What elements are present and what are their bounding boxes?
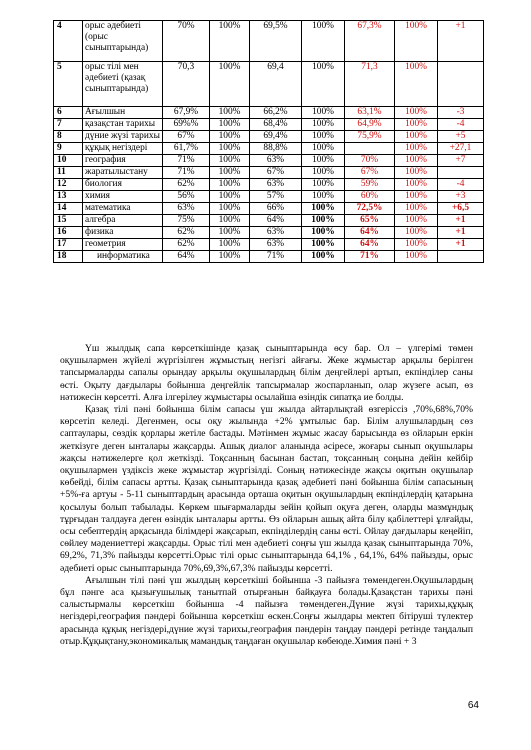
- value-cell: 100%: [302, 131, 345, 143]
- row-number: 9: [54, 143, 83, 155]
- value-cell: 100%: [395, 203, 438, 215]
- grades-table-body: [54, 21, 484, 263]
- value-cell: 100%: [210, 179, 250, 191]
- value-cell: 100%: [210, 62, 250, 107]
- paragraph-3: Ағылшын тілі пәні үш жылдың көрсеткіші бойынша -3 пайызға төмендеген.Оқушылардың бұл пәнге аса қызығушылық танытпай отырғанын байқауға болады.Қазақстан тарихы пәні салыстырмалы көрсеткіш бойынша -4 пайызға төмендеген.Дүние жүзі тарихы,құқық негіздері,география пәндері бойынша көрсеткіш өскен.Соңғы жылдары мектеп бітіруші түлектер арасында құқық негіздері,дүние жүзі тарихы,география пәндерін таңдау пәндері ретінде таңдалып отыр.Құқықтану,экономикалық мамандық таңдаған оқушылар көбеюде.Химия пәні + 3: [60, 574, 473, 647]
- value-cell: [438, 251, 484, 263]
- value-cell: 62%: [163, 239, 210, 251]
- value-cell: +3: [438, 191, 484, 203]
- value-cell: 72,5%: [345, 203, 395, 215]
- value-cell: 71%: [163, 155, 210, 167]
- value-cell: 63%: [250, 155, 302, 167]
- row-number: 18: [54, 251, 83, 263]
- subject-cell: алгебра: [83, 215, 163, 227]
- value-cell: -4: [438, 119, 484, 131]
- table-row: [54, 107, 484, 119]
- paragraph-1: Үш жылдық сапа көрсеткішінде қазақ сыныптарында өсу бар. Ол – үлгерімі төмен оқушылармен жүйелі жүргізілген жұмыстың негізгі айғағы. Жеке жұмыстар арқылы берілген тапсырмаларды сапалы орындау арқылы оқушылардың білім деңгейлері артып, екпінділер саны өсті. Оқыту дағдылары бойынша деңгейлік тапсырмалар жоспарланып, олар жүзеге асып, өз нәтижесін көрсетті. Алға ілгерілеу жұмыстары осылайша өзіндік сипатқа ие болды.: [60, 343, 473, 403]
- value-cell: 70,3: [163, 62, 210, 107]
- value-cell: 64%: [345, 227, 395, 239]
- row-number: 4: [54, 21, 83, 62]
- value-cell: 100%: [302, 155, 345, 167]
- value-cell: 100%: [395, 119, 438, 131]
- value-cell: 69,5%: [250, 21, 302, 62]
- value-cell: 65%: [345, 215, 395, 227]
- row-number: 15: [54, 215, 83, 227]
- table-row: [54, 251, 484, 263]
- value-cell: +1: [438, 215, 484, 227]
- value-cell: 100%: [302, 215, 345, 227]
- value-cell: 100%: [210, 203, 250, 215]
- table-row: [54, 167, 484, 179]
- subject-cell: орыс тілі мен әдебиеті (қазақ сыныптарында): [83, 62, 163, 107]
- value-cell: 100%: [395, 143, 438, 155]
- row-number: 17: [54, 239, 83, 251]
- value-cell: 100%: [395, 239, 438, 251]
- value-cell: 100%: [210, 143, 250, 155]
- value-cell: 75,9%: [345, 131, 395, 143]
- value-cell: 100%: [302, 191, 345, 203]
- value-cell: 100%: [210, 131, 250, 143]
- value-cell: 100%: [395, 191, 438, 203]
- value-cell: 100%: [302, 251, 345, 263]
- value-cell: 57%: [250, 191, 302, 203]
- value-cell: 69,4: [250, 62, 302, 107]
- value-cell: 100%: [210, 167, 250, 179]
- subject-cell: қазақстан тарихы: [83, 119, 163, 131]
- subject-cell: геометрия: [83, 239, 163, 251]
- paragraph-2: Қазақ тілі пәні бойынша білім сапасы үш жылда айтарлықтай өзгеріссіз ,70%,68%,70% көрсетіп келеді. Дегенмен, осы оқу жылында +2% ұмтылыс бар. Білім алушылардың сөз саптаулары, сөздік қорлары жетіле бастады. Мәтінмен жұмыс жасау барысында өз ойларын еркін жеткізуге деген ынталары жақсарды. Ашық диалог аланында әсіресе, жоғары сынып оқушылары жақсы нәтижелерге қол жеткізді. Тоқсанның басынан бастап, тоқсанның соңына дейін кейбір оқушылармен үздіксіз жеке жұмыстар жүргізілді. Соның нәтижесінде жақсы оқитын оқушылар көбейді, білім сапасы артты. Қазақ сыныптарында қазақ әдебиеті пәні бойынша білім сапасының +5%-ға артуы - 5-11 сыныптардың арасында орташа оқитын оқушылардың екпінділердің қатарына қосылуы болып табылады. Көркем шығармаларды зейін қойып оқуға деген, оларды мазмұндық тұрғыдан талдауға деген өзіндік ынталары артты. Өз ойларын ашық айта білу қабілеттері ұлғайды, осы себептердің арқасында білімдері жақсарып, екпінділердің саны өсті. Ойлау дағдылары кеңейіп, сөйлеу мәдениеттері жақсарды. Орыс тілі мен әдебиеті соңғы үш жылда қазақ сыныптарында 70%, 69,2%, 71,3% пайызды көрсетті.Орыс тілі орыс сыныптарында 64,1% , 64,1%, 64% пайызды, орыс әдебиеті орыс сыныптарында 70%,69,3%,67,3% пайызды көрсетті.: [60, 404, 473, 574]
- value-cell: 100%: [302, 179, 345, 191]
- value-cell: 100%: [395, 62, 438, 107]
- table-row: [54, 191, 484, 203]
- row-number: 14: [54, 203, 83, 215]
- subject-cell: биология: [83, 179, 163, 191]
- table-row: [54, 131, 484, 143]
- value-cell: 100%: [302, 239, 345, 251]
- value-cell: 100%: [302, 203, 345, 215]
- value-cell: 70%: [163, 21, 210, 62]
- value-cell: 100%: [210, 107, 250, 119]
- value-cell: +1: [438, 227, 484, 239]
- value-cell: 63,1%: [345, 107, 395, 119]
- value-cell: 69,4%: [250, 131, 302, 143]
- value-cell: [438, 167, 484, 179]
- row-number: 16: [54, 227, 83, 239]
- value-cell: 100%: [395, 167, 438, 179]
- value-cell: 56%: [163, 191, 210, 203]
- value-cell: 61,7%: [163, 143, 210, 155]
- value-cell: 100%: [210, 155, 250, 167]
- value-cell: +7: [438, 155, 484, 167]
- value-cell: 100%: [302, 227, 345, 239]
- row-number: 11: [54, 167, 83, 179]
- value-cell: 64%: [345, 239, 395, 251]
- subject-cell: математика: [83, 203, 163, 215]
- value-cell: 100%: [302, 167, 345, 179]
- value-cell: 63%: [250, 179, 302, 191]
- table-row: [54, 239, 484, 251]
- value-cell: 67%: [345, 167, 395, 179]
- value-cell: 67,3%: [345, 21, 395, 62]
- value-cell: 100%: [210, 239, 250, 251]
- value-cell: 100%: [210, 251, 250, 263]
- value-cell: 70%: [345, 155, 395, 167]
- value-cell: 100%: [395, 21, 438, 62]
- row-number: 6: [54, 107, 83, 119]
- row-number: 10: [54, 155, 83, 167]
- value-cell: 67,9%: [163, 107, 210, 119]
- value-cell: 71,3: [345, 62, 395, 107]
- value-cell: 67%: [250, 167, 302, 179]
- value-cell: 59%: [345, 179, 395, 191]
- value-cell: 62%: [163, 179, 210, 191]
- value-cell: +6,5: [438, 203, 484, 215]
- value-cell: +5: [438, 131, 484, 143]
- subject-cell: құқық негіздері: [83, 143, 163, 155]
- subject-cell: Ағылшын: [83, 107, 163, 119]
- table-row: [54, 179, 484, 191]
- table-row: [54, 215, 484, 227]
- value-cell: 100%: [210, 191, 250, 203]
- value-cell: 71%: [163, 167, 210, 179]
- value-cell: 64%: [250, 215, 302, 227]
- value-cell: +27,1: [438, 143, 484, 155]
- value-cell: 100%: [210, 227, 250, 239]
- grades-table: [53, 20, 484, 263]
- table-row: [54, 62, 484, 107]
- value-cell: 100%: [395, 227, 438, 239]
- value-cell: 66%: [250, 203, 302, 215]
- subject-cell: информатика: [83, 251, 163, 263]
- value-cell: 100%: [210, 21, 250, 62]
- value-cell: 100%: [395, 215, 438, 227]
- value-cell: 100%: [210, 119, 250, 131]
- subject-cell: география: [83, 155, 163, 167]
- table-row: [54, 227, 484, 239]
- value-cell: 69%%: [163, 119, 210, 131]
- value-cell: 64%: [163, 251, 210, 263]
- value-cell: 100%: [302, 21, 345, 62]
- subject-cell: орыс әдебиеті (орыс сыныптарында): [83, 21, 163, 62]
- value-cell: 60%: [345, 191, 395, 203]
- subject-cell: физика: [83, 227, 163, 239]
- value-cell: 63%: [250, 239, 302, 251]
- value-cell: [438, 62, 484, 107]
- value-cell: 64,9%: [345, 119, 395, 131]
- row-number: 5: [54, 62, 83, 107]
- subject-cell: жаратылыстану: [83, 167, 163, 179]
- value-cell: 100%: [302, 107, 345, 119]
- table-row: [54, 203, 484, 215]
- value-cell: 88,8%: [250, 143, 302, 155]
- row-number: 8: [54, 131, 83, 143]
- row-number: 13: [54, 191, 83, 203]
- value-cell: 71%: [345, 251, 395, 263]
- value-cell: [345, 143, 395, 155]
- value-cell: 100%: [302, 143, 345, 155]
- value-cell: 100%: [395, 179, 438, 191]
- value-cell: 62%: [163, 227, 210, 239]
- body-text: [60, 343, 473, 648]
- value-cell: 71%: [250, 251, 302, 263]
- value-cell: 75%: [163, 215, 210, 227]
- row-number: 7: [54, 119, 83, 131]
- value-cell: 100%: [395, 251, 438, 263]
- table-row: [54, 143, 484, 155]
- value-cell: 100%: [302, 62, 345, 107]
- value-cell: 66,2%: [250, 107, 302, 119]
- subject-cell: дүние жүзі тарихы: [83, 131, 163, 143]
- value-cell: 63%: [250, 227, 302, 239]
- value-cell: 100%: [302, 119, 345, 131]
- table-row: [54, 155, 484, 167]
- page-number: 64: [467, 700, 479, 711]
- value-cell: 100%: [395, 131, 438, 143]
- value-cell: 100%: [395, 107, 438, 119]
- table-row: [54, 21, 484, 62]
- table-row: [54, 119, 484, 131]
- value-cell: 67%: [163, 131, 210, 143]
- value-cell: 68,4%: [250, 119, 302, 131]
- value-cell: +1: [438, 21, 484, 62]
- value-cell: -4: [438, 179, 484, 191]
- subject-cell: химия: [83, 191, 163, 203]
- value-cell: 63%: [163, 203, 210, 215]
- value-cell: 100%: [210, 215, 250, 227]
- value-cell: -3: [438, 107, 484, 119]
- value-cell: 100%: [395, 155, 438, 167]
- value-cell: +1: [438, 239, 484, 251]
- row-number: 12: [54, 179, 83, 191]
